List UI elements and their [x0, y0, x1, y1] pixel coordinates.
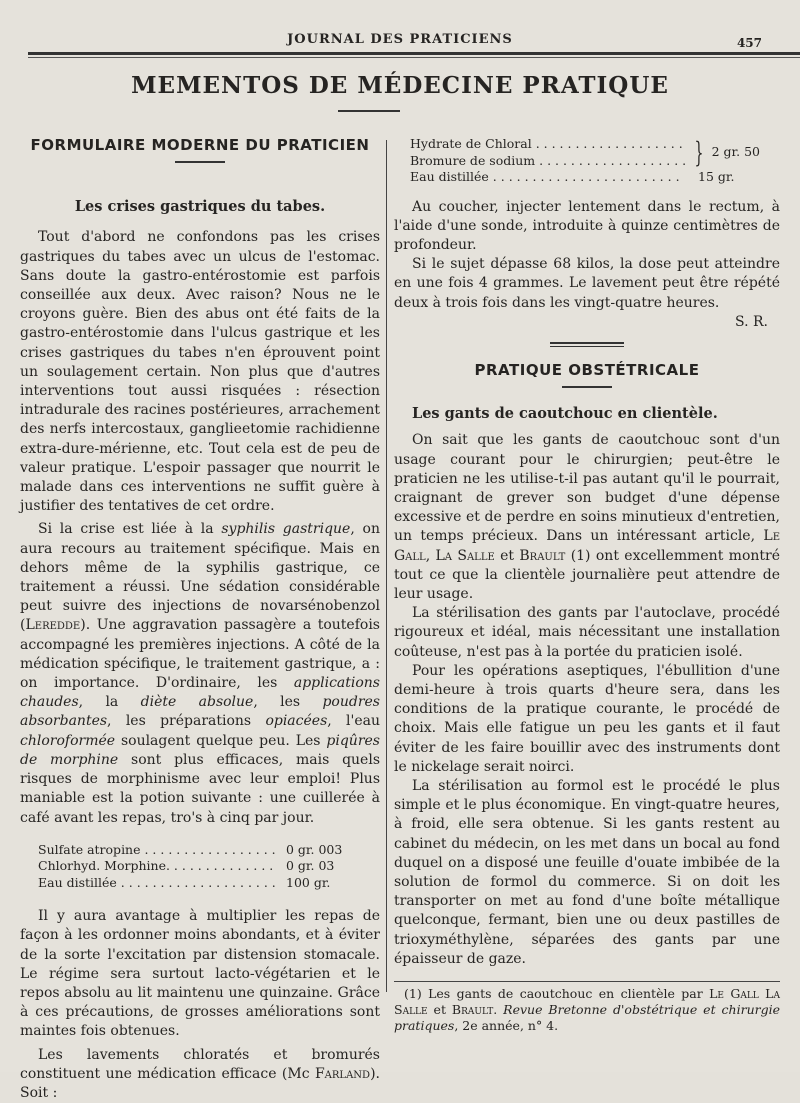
brace: }: [694, 135, 704, 169]
article-title-gants: Les gants de caoutchouc en clientèle.: [412, 405, 718, 423]
paragraph: La stérilisation des gants par l'autoclave, procédé rigoureux et idéal, mais nécessitant une installation coûteuse, n'est pas à la portée du praticien isolé.: [394, 605, 780, 660]
section-title-obstetricale: PRATIQUE OBSTÉTRICALE: [474, 360, 700, 379]
paragraph: Il y aura avantage à multiplier les repas de façon à les ordonner moins abondants, et à éviter de la sorte l'excitation par distension stomacale. Le régime sera surtout lacto-végétarien et le repos absolu au lit maintenu une quinzaine. Grâce à ces précautions, de grosses améliorations sont maintes fois obtenues.: [20, 908, 380, 1040]
formula-row: Chlorhyd. Morphine. . . . 0 gr. 03: [38, 858, 366, 875]
paragraph: Pour les opérations aseptiques, l'ébullition d'une demi-heure à trois quarts d'heure sera, dans les conditions de la pratique courante, le procédé de choix. Mais elle fatigue un peu les gants et il faut éviter de les faire bouillir avec des instruments dont le nickelage serait noirci.: [394, 662, 780, 775]
paragraph: Si la crise est liée à la syphilis gastrique, on aura recours au traitement spécifique. Mais en dehors même de la syphilis gastrique, ce traitement a réussi. Une sédation considérable peut suivre des injections de novarsénobenzol (Leredde). Une aggravation passagère a toutefois accompagné les premières injections. A côté de la médication spécifique, le traitement gastrique, a : on importance. D'ordinaire, les applications chaudes, la diète absolue, les poudres absorbantes, les préparations opiacées, l'eau chloroformée soulagent quelque peu. Les piqûres de morphine sont plus efficaces, mais quels risques de morphinisme avec leur emploi! Plus maniable est la potion suivante : une cuillerée à café avant les repas, tro's à cinq par jour.: [20, 521, 381, 826]
main-title: MEMENTOS DE MÉDECINE PRATIQUE: [131, 72, 669, 99]
formula-lavement: [410, 136, 760, 186]
running-title: JOURNAL DES PRATICIENS: [287, 32, 513, 47]
page-number: 457: [736, 36, 762, 50]
left-column: [20, 136, 380, 1103]
formula-row: Eau distillée . . . 15 gr.: [410, 169, 760, 186]
footnote: (1) Les gants de caoutchouc en clientèle par Le Gall La Salle et Brault. Revue Bretonne d'obstétrique et chirurgie pratiques, 2e année, n° 4.: [394, 986, 781, 1034]
article-title-tabes: Les crises gastriques du tabes.: [74, 198, 326, 216]
formula-shared-qty: 2 gr. 50: [711, 144, 760, 160]
paragraph: Au coucher, injecter lentement dans le rectum, à l'aide d'une sonde, introduite à quinze centimètres de profondeur.: [394, 198, 780, 253]
right-column: [394, 136, 780, 1034]
paragraph: Si le sujet dépasse 68 kilos, la dose peut atteindre en une fois 4 grammes. Le lavement peut être répété deux à trois fois dans les vingt-quatre heures.: [394, 256, 780, 311]
formula-brace-group: Hydrate de Chloral . . . Bromure de sodium . . . } 2 gr. 50: [410, 136, 760, 169]
paragraph: Tout d'abord ne confondons pas les crises gastriques du tabes avec un ulcus de l'estomac. Sans doute la gastro-entérostomie est parfois conseillée aux deux. Avec raison? Nous ne le croyons guère. Bien des abus ont été faits de la gastro-entérostomie dans l'ulcus gastrique et les crises gastriques du tabes n'en éprouvent point un soulagement certain. Non plus que d'autres interventions tout aussi risquées : résection intradurale des racines postérieures, arrachement des nerfs intercostaux, ganglieetomie rachidienne extra-dure-mérienne, etc. Tout cela est de peu de valeur pratique. L'espoir passager que nourrit le malade dans ces interventions ne suffit guère à justifier des tentatives de cet ordre.: [20, 229, 380, 515]
formula-potion: [38, 842, 366, 892]
section-title-formulaire: FORMULAIRE MODERNE DU PRATICIEN: [30, 136, 370, 154]
running-head: [0, 32, 800, 52]
paragraph: La stérilisation au formol est le procédé le plus simple et le plus économique. En vingt-quatre heures, à froid, elle sera obtenue. Si les gants restent au cabinet du médecin, on les met dans un bocal au fond duquel on a disposé une feuille d'ouate imbibée de la solution de formol du commerce. Si on doit les transporter on met au fond d'une boîte métallique quelconque, fermant, bien une ou deux pastilles de trioxyméthylène, séparées des gants par une épaisseur de gaze.: [394, 777, 780, 967]
signature: S. R.: [735, 313, 768, 330]
header-rule-thin: [28, 57, 800, 58]
title-rule: [338, 110, 400, 112]
formula-row: Eau distillée . . . 100 gr.: [38, 875, 366, 892]
formula-row: Sulfate atropine . . . 0 gr. 003: [38, 842, 366, 859]
paragraph: On sait que les gants de caoutchouc sont d'un usage courant pour le chirurgien; peut-être le praticien ne les utilise-t-il pas autant qu'il le pourrait, craignant de grever son budget d'une dépense excessive et de perdre en soins minutieux d'entretien, un temps précieux. Dans un intéressant article, Le Gall, La Salle et Brault (1) ont excellemment montré tout ce que la clientèle journalière peut attendre de leur usage.: [394, 432, 780, 602]
column-divider: [386, 140, 387, 992]
paragraph: Les lavements chloratés et bromurés constituent une médication efficace (Mc Farland). Soit :: [20, 1046, 380, 1102]
header-rule: [28, 52, 800, 55]
